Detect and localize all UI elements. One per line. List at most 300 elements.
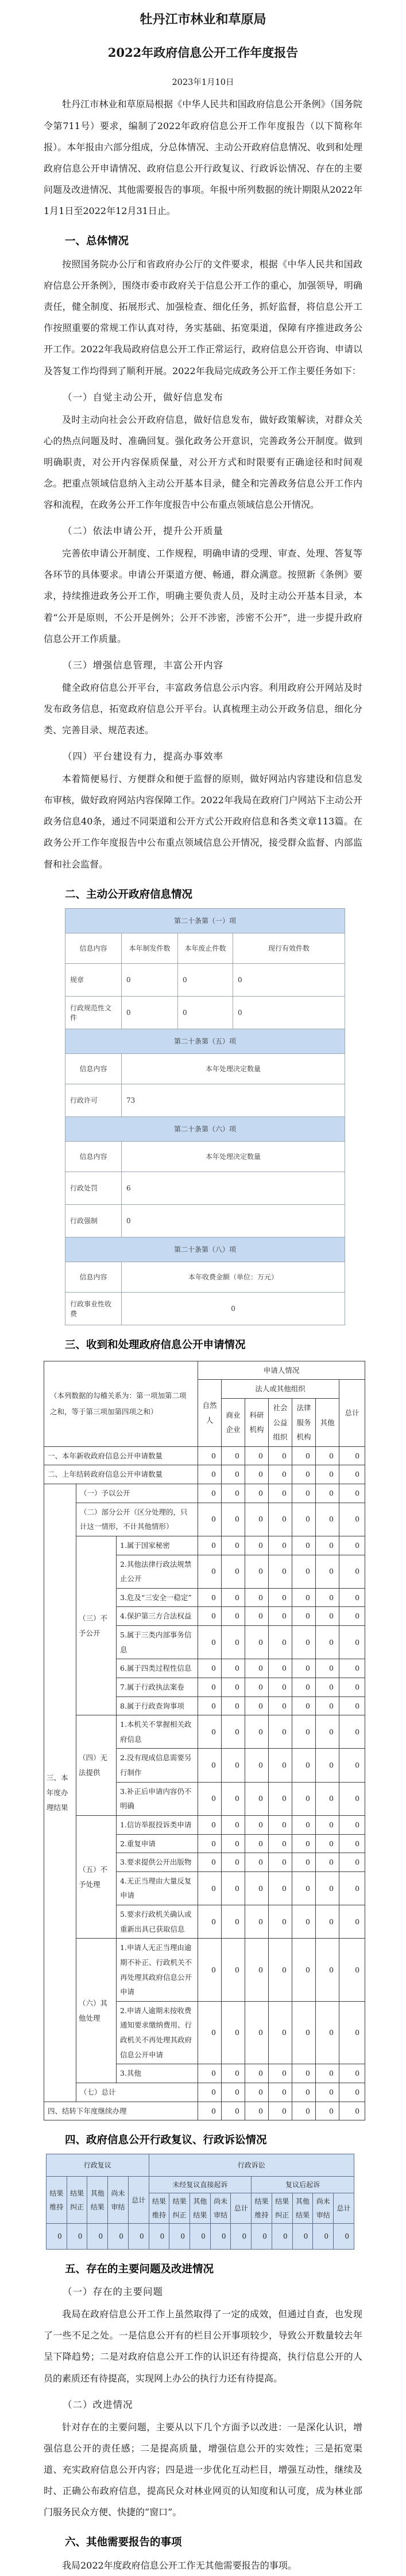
value-cell: 0 xyxy=(222,1626,245,1659)
table-section-header: 第二十条第（五）项 xyxy=(65,1029,345,1053)
value-cell: 0 xyxy=(222,1484,245,1503)
value-cell: 0 xyxy=(292,2224,313,2250)
table-note: （本列数据的勾稽关系为：第一项加第二项之和，等于第三项加第四项之和） xyxy=(44,1361,198,1446)
value-cell: 0 xyxy=(198,2102,222,2120)
value-cell: 0 xyxy=(316,2102,339,2120)
value-cell: 0 xyxy=(252,2224,272,2250)
value-cell: 0 xyxy=(245,1815,269,1834)
value-cell: 0 xyxy=(269,2083,292,2102)
value-cell: 0 xyxy=(339,1815,365,1834)
section-1-sub-3-heading: （三）增强信息管理，丰富公开内容 xyxy=(63,659,223,671)
section-6-paragraph: 我局2022年度政府信息公开工作无其他需要报告的事项。 xyxy=(62,2560,297,2571)
value-cell: 0 xyxy=(339,1588,365,1607)
value-cell: 0 xyxy=(198,1678,222,1696)
value-cell: 0 xyxy=(222,1678,245,1696)
row-label: 行政处罚 xyxy=(65,1172,122,1204)
row-label: 1.信访举报投诉类申请 xyxy=(117,1815,198,1834)
row-label: （二）部分公开（区分处理的，只计这一情形，不计其他情形） xyxy=(76,1503,198,1536)
value-cell: 0 xyxy=(245,1588,269,1607)
value-cell: 0 xyxy=(245,1905,269,1939)
section-6-heading: 六、其他需要报告的事项 xyxy=(65,2536,182,2549)
value-cell: 0 xyxy=(272,2224,292,2250)
value-cell: 0 xyxy=(292,1782,316,1815)
column-header: 信息内容 xyxy=(65,1053,122,1084)
value-cell: 0 xyxy=(339,1749,365,1782)
value-cell: 0 xyxy=(222,1659,245,1678)
section-5-sub-1-heading: （一）存在的主要问题 xyxy=(63,2286,163,2298)
column-header: 法律服务机构 xyxy=(292,1398,316,1446)
value-cell: 0 xyxy=(292,1905,316,1939)
value-cell: 0 xyxy=(292,1626,316,1659)
row-label: 2.申请人逾期未按收费通知要求缴纳费用、行政机关不再处理其政府信息公开申请 xyxy=(117,2001,198,2064)
value-cell: 0 xyxy=(316,1588,339,1607)
value-cell: 0 xyxy=(316,1871,339,1905)
row-label: （一）予以公开 xyxy=(76,1484,198,1503)
value-cell: 0 xyxy=(245,1626,269,1659)
column-header: 其他结果 xyxy=(87,2177,108,2224)
table-requests xyxy=(44,1361,365,2121)
value-cell: 0 xyxy=(198,1446,222,1465)
value-cell: 0 xyxy=(245,1484,269,1503)
value-cell: 0 xyxy=(198,2064,222,2083)
value-cell: 0 xyxy=(339,1484,365,1503)
value-cell: 0 xyxy=(292,1815,316,1834)
value-cell: 0 xyxy=(245,2001,269,2064)
column-header: 商业企业 xyxy=(222,1398,245,1446)
column-header: 其他 xyxy=(316,1398,339,1446)
value-cell: 0 xyxy=(198,1815,222,1834)
value-cell: 0 xyxy=(222,1503,245,1536)
intro-paragraph: 牡丹江市林业和草原局根据《中华人民共和国政府信息公开条例》（国务院令第711号）要求，编制了2022年政府信息公开工作年度报告（以下简称年报）。本年报由六部分组成，分总体情况、主动公开政府信息情况、收到和处理政府信息公开申请情况、政府信息公开行政复议、行政诉讼情况、存在的主要问题及改进情况、其他需要报告的事项。年报中所列数据的统计期限从2022年1月1日至2022年12月31日止。 xyxy=(44,99,362,216)
value-cell: 0 xyxy=(339,1503,365,1536)
section-5-sub-1-paragraph: 我局在政府信息公开工作上虽然取得了一定的成效，但通过自查，也发现了一些不足之处。一是信息公开有的栏目公开事项较少，导致公开数量较去年呈下降趋势；二是对政府信息公开工作的认识还有待提高，执行信息公开的人员的素质还有待提高，实现网上办公的执行力还有待提高。 xyxy=(44,2309,362,2384)
column-header: 信息内容 xyxy=(65,933,122,963)
value-cell: 0 xyxy=(269,1815,292,1834)
value-cell: 0 xyxy=(292,1659,316,1678)
value-cell: 0 xyxy=(222,1782,245,1815)
value-cell: 0 xyxy=(292,1536,316,1555)
section-1-sub-2-heading: （二）依法申请公开，提升公开质量 xyxy=(63,526,223,537)
value-cell: 0 xyxy=(108,2224,129,2250)
value-cell: 0 xyxy=(245,1555,269,1588)
row-label: 一、本年新收政府信息公开申请数量 xyxy=(44,1446,198,1465)
value-cell: 0 xyxy=(222,1853,245,1872)
value-cell: 0 xyxy=(339,1555,365,1588)
value-cell: 0 xyxy=(313,2224,334,2250)
value-cell: 0 xyxy=(316,1503,339,1536)
report-title-line1: 牡丹江市林业和草原局 xyxy=(140,12,266,27)
value-cell: 0 xyxy=(122,1204,345,1237)
table-section-header: 第二十条第（一）项 xyxy=(65,908,345,933)
row-label: 1.申请人无正当理由逾期不补正、行政机关不再处理其政府信息公开申请 xyxy=(117,1939,198,2002)
value-cell: 0 xyxy=(222,2083,245,2102)
value-cell: 0 xyxy=(87,2224,108,2250)
value-cell: 0 xyxy=(269,1939,292,2002)
value-cell: 0 xyxy=(245,1503,269,1536)
row-label: 3.补正后申请内容仍不明确 xyxy=(117,1782,198,1815)
section-3-heading: 三、收到和处理政府信息公开申请情况 xyxy=(65,1338,246,1351)
value-cell: 0 xyxy=(292,1939,316,2002)
section-1-paragraph: 按照国务院办公厅和省政府办公厅的文件要求，根据《中华人民共和国政府信息公开条例》，围绕市委市政府关于信息公开工作的重心，加强领导，明确责任，健全制度、拓展形式、加强检查、细化任务，抓好监督，将信息公开工作按照重要的常规工作认真对待，务实基础、拓宽渠道，保障有序推进政务公开工作。2022年我局政府信息公开工作正常运行，政府信息公开咨询、申请以及答复工作均得到了顺利开展。2022年我局完成政务公开工作主要任务如下： xyxy=(44,259,362,376)
group-label-annual-results: 三、本年度办理结果 xyxy=(44,1484,76,2102)
value-cell: 0 xyxy=(269,1782,292,1815)
value-cell: 0 xyxy=(316,2001,339,2064)
value-cell: 0 xyxy=(292,1871,316,1905)
value-cell: 0 xyxy=(292,2102,316,2120)
value-cell: 0 xyxy=(339,2064,365,2083)
column-header-natural-person: 自然人 xyxy=(198,1380,222,1447)
value-cell: 0 xyxy=(339,1782,365,1815)
value-cell: 0 xyxy=(245,1659,269,1678)
column-header: 尚未审结 xyxy=(108,2177,129,2224)
row-label: 6.属于四类过程性信息 xyxy=(117,1659,198,1678)
value-cell: 0 xyxy=(316,2064,339,2083)
value-cell: 0 xyxy=(339,1871,365,1905)
value-cell: 0 xyxy=(269,1659,292,1678)
value-cell: 0 xyxy=(222,2064,245,2083)
row-label: 4.保护第三方合法权益 xyxy=(117,1607,198,1626)
table-active-disclosure xyxy=(65,908,345,1325)
value-cell: 0 xyxy=(316,1659,339,1678)
value-cell: 0 xyxy=(198,1905,222,1939)
value-cell: 0 xyxy=(122,996,178,1029)
value-cell: 0 xyxy=(269,1905,292,1939)
column-header: 结果纠正 xyxy=(272,2193,292,2224)
value-cell: 0 xyxy=(316,1749,339,1782)
section-1-heading: 一、总体情况 xyxy=(65,235,129,248)
value-cell: 0 xyxy=(292,2083,316,2102)
value-cell: 0 xyxy=(269,1503,292,1536)
value-cell: 0 xyxy=(198,1749,222,1782)
column-header: 本年处理决定数量 xyxy=(122,1141,345,1172)
group-label-not-processed: （五）不予处理 xyxy=(76,1815,117,1938)
value-cell: 0 xyxy=(339,1696,365,1715)
value-cell: 0 xyxy=(198,1853,222,1872)
column-header: 结果维持 xyxy=(149,2193,169,2224)
value-cell: 0 xyxy=(269,1626,292,1659)
column-header: 本年处理决定数量 xyxy=(122,1053,345,1084)
row-label: 行政事业性收费 xyxy=(65,1292,122,1325)
row-label: 3.危及“三安全一稳定” xyxy=(117,1588,198,1607)
row-label: 3.其他 xyxy=(117,2064,198,2083)
column-header: 尚未审结 xyxy=(313,2193,334,2224)
value-cell: 0 xyxy=(269,1678,292,1696)
table-review-litigation xyxy=(46,2154,354,2250)
row-label: 行政许可 xyxy=(65,1084,122,1116)
value-cell: 0 xyxy=(269,1536,292,1555)
value-cell: 0 xyxy=(198,1484,222,1503)
section-1-sub-2-paragraph: 完善依申请公开制度、工作规程，明确申请的受理、审查、处理、答复等各环节的具体要求。申请公开渠道方便、畅通，群众满意。按照新《条例》要求，持续推进政务公开工作，明确主要负责人员，及时主动公开基本目录，本着“公开是原则，不公开是例外；公开不涉密，涉密不公开”，进一步提升政府信息公开工作质量。 xyxy=(44,548,362,644)
value-cell: 0 xyxy=(245,1782,269,1815)
value-cell: 0 xyxy=(222,1555,245,1588)
value-cell: 0 xyxy=(198,1465,222,1484)
value-cell: 0 xyxy=(316,1815,339,1834)
value-cell: 0 xyxy=(198,1536,222,1555)
section-5-sub-2-paragraph: 针对存在的主要问题，主要从以下几个方面予以改进：一是深化认识，增强信息公开的责任感；二是提高质量，增强信息公开的实效性；三是拓宽渠道、充实政府信息公开内容；四是进一步优化互动栏目，增强互动性，继续及时、正确公布政府信息，提高民众对林业网页的认知度和认可度，成为林业部门服务民众方便、快捷的“窗口”。 xyxy=(44,2421,362,2518)
value-cell: 0 xyxy=(292,2064,316,2083)
value-cell: 0 xyxy=(198,2001,222,2064)
value-cell: 0 xyxy=(198,1607,222,1626)
section-1-sub-4-heading: （四）平台建设有力，提高办事效率 xyxy=(63,751,223,762)
value-cell: 0 xyxy=(339,2001,365,2064)
header-administrative-litigation: 行政诉讼 xyxy=(149,2154,354,2177)
value-cell: 0 xyxy=(269,2102,292,2120)
value-cell: 0 xyxy=(269,1465,292,1484)
section-2-heading: 二、主动公开政府信息情况 xyxy=(65,888,193,901)
value-cell: 0 xyxy=(269,1446,292,1465)
row-label: 四、结转下年度继续办理 xyxy=(44,2102,198,2120)
row-label: 规章 xyxy=(65,963,122,996)
value-cell: 6 xyxy=(122,1172,345,1204)
row-label: 4.无正当理由大量反复申请 xyxy=(117,1871,198,1905)
group-label-not-disclosed: （三）不予公开 xyxy=(76,1536,117,1715)
header-legal-entity: 法人或其他组织 xyxy=(222,1380,339,1399)
value-cell: 0 xyxy=(292,1715,316,1749)
section-1-sub-1-heading: （一）自觉主动公开，做好信息发布 xyxy=(63,391,223,403)
value-cell: 0 xyxy=(47,2224,67,2250)
value-cell: 73 xyxy=(122,1084,345,1116)
row-label: 行政规范性文件 xyxy=(65,996,122,1029)
row-label: 8.属于行政查询事项 xyxy=(117,1696,198,1715)
value-cell: 0 xyxy=(316,1555,339,1588)
section-5-sub-2-heading: （二）改进情况 xyxy=(63,2399,133,2410)
value-cell: 0 xyxy=(149,2224,169,2250)
row-label: （七）总计 xyxy=(76,2083,198,2102)
value-cell: 0 xyxy=(122,963,178,996)
value-cell: 0 xyxy=(292,1678,316,1696)
value-cell: 0 xyxy=(269,1853,292,1872)
row-label: 1.属于国家秘密 xyxy=(117,1536,198,1555)
column-header: 其他结果 xyxy=(190,2193,211,2224)
value-cell: 0 xyxy=(233,963,345,996)
value-cell: 0 xyxy=(269,2064,292,2083)
column-header-total: 总计 xyxy=(339,1380,365,1447)
value-cell: 0 xyxy=(339,1607,365,1626)
value-cell: 0 xyxy=(269,1607,292,1626)
value-cell: 0 xyxy=(269,1484,292,1503)
value-cell: 0 xyxy=(231,2224,252,2250)
value-cell: 0 xyxy=(316,1715,339,1749)
value-cell: 0 xyxy=(339,2102,365,2120)
value-cell: 0 xyxy=(198,2083,222,2102)
value-cell: 0 xyxy=(245,1939,269,2002)
value-cell: 0 xyxy=(316,1853,339,1872)
value-cell: 0 xyxy=(339,1853,365,1872)
column-header: 信息内容 xyxy=(65,1262,122,1292)
column-header: 总计 xyxy=(128,2177,149,2224)
row-label: 2.重复申请 xyxy=(117,1834,198,1853)
value-cell: 0 xyxy=(198,1588,222,1607)
value-cell: 0 xyxy=(245,1715,269,1749)
value-cell: 0 xyxy=(169,2224,190,2250)
value-cell: 0 xyxy=(178,996,233,1029)
value-cell: 0 xyxy=(222,1607,245,1626)
column-header: 结果纠正 xyxy=(67,2177,87,2224)
value-cell: 0 xyxy=(339,1465,365,1484)
value-cell: 0 xyxy=(269,1834,292,1853)
value-cell: 0 xyxy=(269,1715,292,1749)
value-cell: 0 xyxy=(245,2102,269,2120)
value-cell: 0 xyxy=(222,1715,245,1749)
value-cell: 0 xyxy=(198,1555,222,1588)
value-cell: 0 xyxy=(316,1939,339,2002)
value-cell: 0 xyxy=(190,2224,211,2250)
value-cell: 0 xyxy=(210,2224,231,2250)
column-header: 科研机构 xyxy=(245,1398,269,1446)
row-label: 5.要求行政机关确认或重新出具已获取信息 xyxy=(117,1905,198,1939)
value-cell: 0 xyxy=(198,1871,222,1905)
row-label: 7.属于行政执法案卷 xyxy=(117,1678,198,1696)
section-4-heading: 四、政府信息公开行政复议、行政诉讼情况 xyxy=(65,2134,267,2147)
value-cell: 0 xyxy=(292,1853,316,1872)
column-header: 总计 xyxy=(231,2193,252,2224)
value-cell: 0 xyxy=(198,1626,222,1659)
value-cell: 0 xyxy=(292,1696,316,1715)
column-header: 其他结果 xyxy=(292,2193,313,2224)
column-header: 现行有效件数 xyxy=(233,933,345,963)
column-header: 尚未审结 xyxy=(210,2193,231,2224)
header-suit-after-review: 复议后起诉 xyxy=(252,2177,354,2193)
table-section-header: 第二十条第（八）项 xyxy=(65,1237,345,1262)
value-cell: 0 xyxy=(316,1626,339,1659)
value-cell: 0 xyxy=(222,1446,245,1465)
report-title-line2: 2022年政府信息公开工作年度报告 xyxy=(107,45,299,60)
row-label: 二、上年结转政府信息公开申请数量 xyxy=(44,1465,198,1484)
value-cell: 0 xyxy=(316,1696,339,1715)
value-cell: 0 xyxy=(339,1905,365,1939)
value-cell: 0 xyxy=(316,1782,339,1815)
value-cell: 0 xyxy=(339,1834,365,1853)
value-cell: 0 xyxy=(269,1555,292,1588)
row-label: 5.属于三类内部事务信息 xyxy=(117,1626,198,1659)
value-cell: 0 xyxy=(339,1446,365,1465)
value-cell: 0 xyxy=(222,1939,245,2002)
value-cell: 0 xyxy=(316,2083,339,2102)
value-cell: 0 xyxy=(198,1782,222,1815)
value-cell: 0 xyxy=(316,1484,339,1503)
value-cell: 0 xyxy=(245,1607,269,1626)
value-cell: 0 xyxy=(245,1536,269,1555)
value-cell: 0 xyxy=(222,2102,245,2120)
value-cell: 0 xyxy=(339,1626,365,1659)
value-cell: 0 xyxy=(245,1853,269,1872)
value-cell: 0 xyxy=(222,2001,245,2064)
value-cell: 0 xyxy=(292,1588,316,1607)
value-cell: 0 xyxy=(339,2083,365,2102)
value-cell: 0 xyxy=(316,1465,339,1484)
header-direct-suit: 未经复议直接起诉 xyxy=(149,2177,252,2193)
value-cell: 0 xyxy=(128,2224,149,2250)
value-cell: 0 xyxy=(292,1446,316,1465)
column-header: 本年废止件数 xyxy=(178,933,233,963)
value-cell: 0 xyxy=(198,1939,222,2002)
value-cell: 0 xyxy=(334,2224,354,2250)
value-cell: 0 xyxy=(222,1871,245,1905)
value-cell: 0 xyxy=(222,1815,245,1834)
section-1-sub-1-paragraph: 及时主动向社会公开政府信息，做好信息发布，做好政策解读，对群众关心的热点问题及时、准确回复。强化政务公开意识，完善政务公开制度。做到明确职责，对公开内容保质保量，对公开方式和时限要有正确途径和时间观念。把重点领域信息纳入主动公开基本目录，健全和完善政务信息公开工作内容和流程，在政务公开工作年度报告中公布重点领域信息公开情况。 xyxy=(44,414,362,511)
value-cell: 0 xyxy=(198,1659,222,1678)
value-cell: 0 xyxy=(269,1871,292,1905)
value-cell: 0 xyxy=(269,2001,292,2064)
section-1-sub-3-paragraph: 健全政府信息公开平台，丰富政务信息公示内容。利用政府公开网站及时发布政务信息，拓宽政府信息公开平台。认真梳理主动公开政务信息，细化分类、完善目录、规范表述。 xyxy=(44,682,362,736)
column-header: 总计 xyxy=(334,2193,354,2224)
value-cell: 0 xyxy=(292,1555,316,1588)
table-section-header: 第二十条第（六）项 xyxy=(65,1116,345,1141)
row-label: 1.本机关不掌握相关政府信息 xyxy=(117,1715,198,1749)
value-cell: 0 xyxy=(198,1503,222,1536)
value-cell: 0 xyxy=(292,1503,316,1536)
value-cell: 0 xyxy=(245,1465,269,1484)
value-cell: 0 xyxy=(198,1834,222,1853)
value-cell: 0 xyxy=(316,1536,339,1555)
value-cell: 0 xyxy=(178,963,233,996)
value-cell: 0 xyxy=(222,1834,245,1853)
value-cell: 0 xyxy=(316,1905,339,1939)
value-cell: 0 xyxy=(245,1749,269,1782)
column-header: 本年收费金额（单位：万元） xyxy=(122,1262,345,1292)
column-header: 信息内容 xyxy=(65,1141,122,1172)
column-header: 结果维持 xyxy=(252,2193,272,2224)
value-cell: 0 xyxy=(198,1715,222,1749)
value-cell: 0 xyxy=(292,1607,316,1626)
section-1-sub-4-paragraph: 本着简便易行、方便群众和便于监督的原则，做好网站内容建设和信息发布审核，做好政府网站内容保障工作。2022年我局在政府门户网站下主动公开政务信息40条，通过不同渠道和公开方式公开政府信息和各类文章113篇。在政务公开工作年度报告中公布重点领域信息公开情况，接受群众监督、内部监督和社会监督。 xyxy=(44,773,362,870)
report-date: 2023年1月10日 xyxy=(172,78,234,88)
value-cell: 0 xyxy=(245,1696,269,1715)
value-cell: 0 xyxy=(292,2001,316,2064)
value-cell: 0 xyxy=(233,996,345,1029)
value-cell: 0 xyxy=(222,1465,245,1484)
value-cell: 0 xyxy=(222,1749,245,1782)
section-5-heading: 五、存在的主要问题及改进情况 xyxy=(65,2263,214,2276)
value-cell: 0 xyxy=(245,2083,269,2102)
value-cell: 0 xyxy=(339,1715,365,1749)
value-cell: 0 xyxy=(339,1659,365,1678)
column-header: 结果维持 xyxy=(47,2177,67,2224)
value-cell: 0 xyxy=(292,1834,316,1853)
row-label: 行政强制 xyxy=(65,1204,122,1237)
value-cell: 0 xyxy=(122,1292,345,1325)
value-cell: 0 xyxy=(245,1678,269,1696)
value-cell: 0 xyxy=(269,1588,292,1607)
value-cell: 0 xyxy=(292,1465,316,1484)
value-cell: 0 xyxy=(222,1588,245,1607)
value-cell: 0 xyxy=(269,1749,292,1782)
row-label: 3.要求提供公开出版物 xyxy=(117,1853,198,1872)
value-cell: 0 xyxy=(245,2064,269,2083)
column-header: 社会公益组织 xyxy=(269,1398,292,1446)
value-cell: 0 xyxy=(316,1678,339,1696)
value-cell: 0 xyxy=(339,1536,365,1555)
value-cell: 0 xyxy=(269,1696,292,1715)
row-label: 2.其他法律行政法规禁止公开 xyxy=(117,1555,198,1588)
value-cell: 0 xyxy=(316,1607,339,1626)
header-applicant: 申请人情况 xyxy=(198,1361,365,1380)
header-administrative-review: 行政复议 xyxy=(47,2154,149,2177)
value-cell: 0 xyxy=(339,1939,365,2002)
value-cell: 0 xyxy=(316,1834,339,1853)
group-label-unable-to-provide: （四）无法提供 xyxy=(76,1715,117,1816)
value-cell: 0 xyxy=(67,2224,87,2250)
value-cell: 0 xyxy=(316,1446,339,1465)
value-cell: 0 xyxy=(245,1446,269,1465)
column-header: 本年制发件数 xyxy=(122,933,178,963)
value-cell: 0 xyxy=(339,1678,365,1696)
value-cell: 0 xyxy=(292,1484,316,1503)
value-cell: 0 xyxy=(245,1834,269,1853)
value-cell: 0 xyxy=(222,1536,245,1555)
group-label-other-processing: （六）其他处理 xyxy=(76,1939,117,2083)
row-label: 2.没有现成信息需要另行制作 xyxy=(117,1749,198,1782)
